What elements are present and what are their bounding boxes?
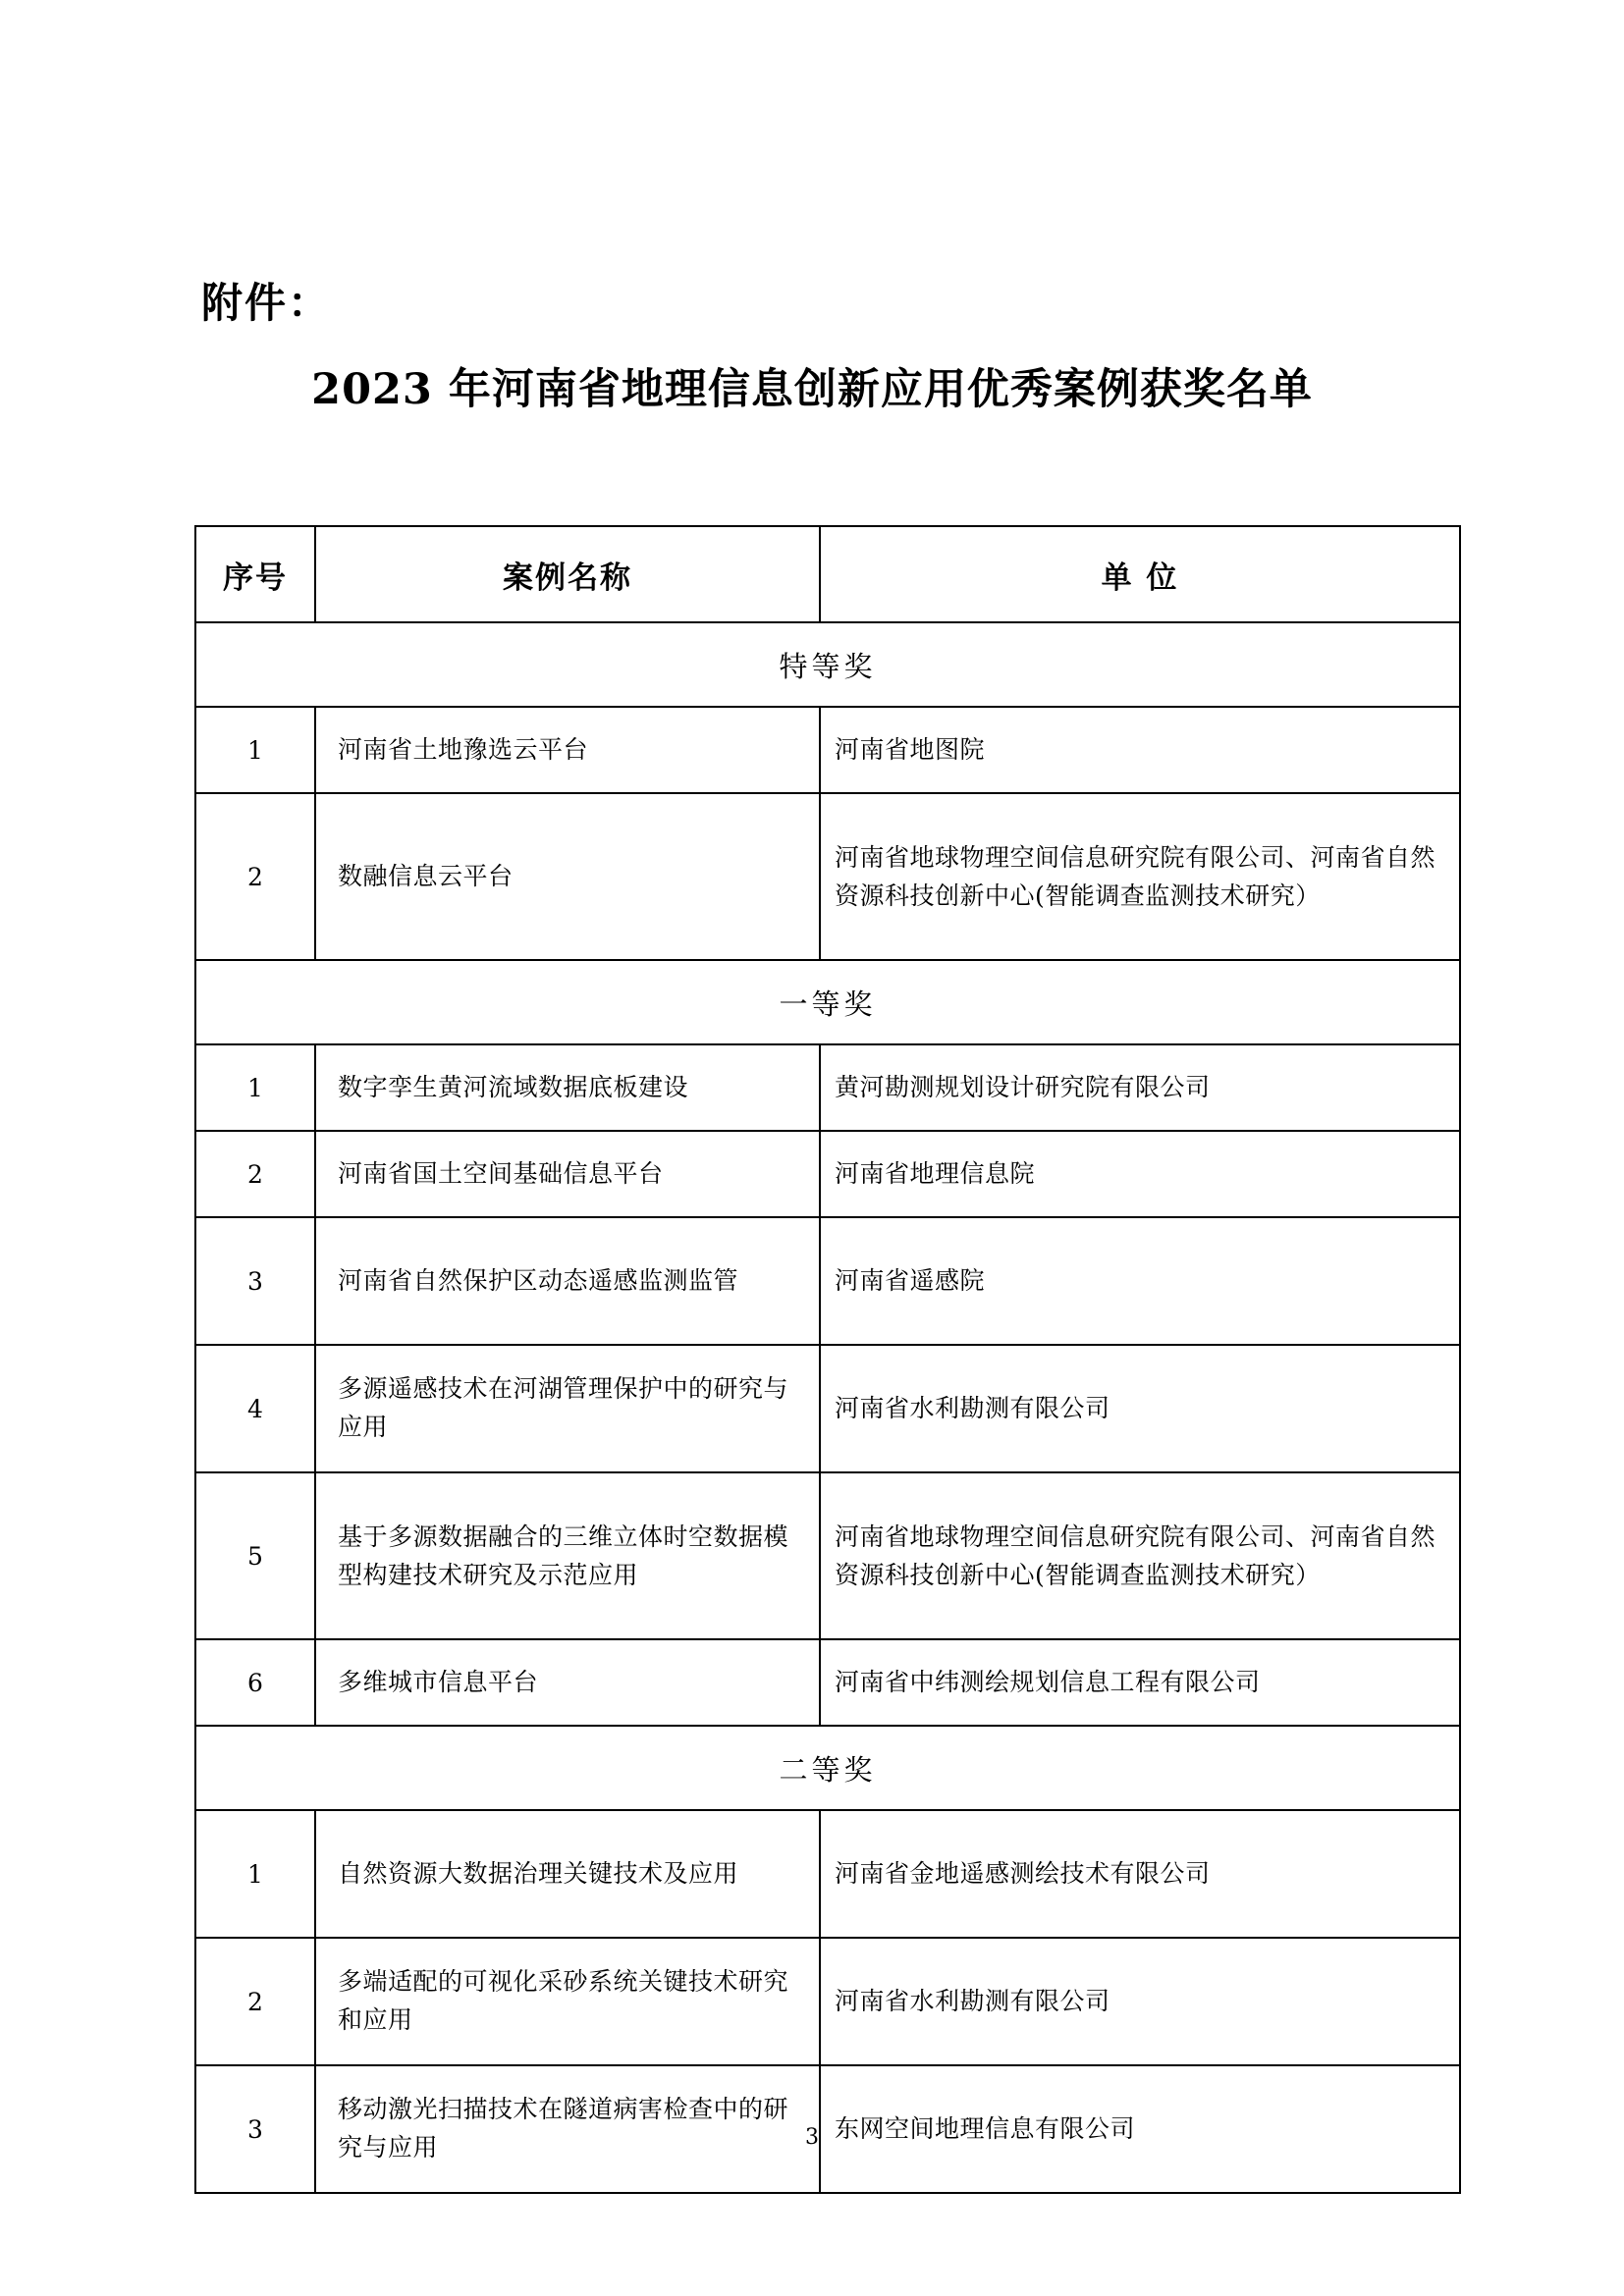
column-header-no: 序号 [195,526,315,622]
table-row [195,1938,1460,2065]
attachment-label: 附件： [201,279,332,327]
cell-unit: 河南省遥感院 [820,1217,1460,1345]
table-row [195,1472,1460,1639]
table-row [195,1044,1460,1131]
cell-no: 3 [195,1217,315,1345]
column-header-case-name: 案例名称 [315,526,820,622]
section-band-row [195,622,1460,707]
cell-unit: 河南省地球物理空间信息研究院有限公司、河南省自然资源科技创新中心(智能调查监测技术研究） [820,793,1460,960]
cell-case-name: 多端适配的可视化采砂系统关键技术研究和应用 [315,1938,820,2065]
cell-case-name: 数字孪生黄河流域数据底板建设 [315,1044,820,1131]
cell-unit: 河南省金地遥感测绘技术有限公司 [820,1810,1460,1938]
section-band-label: 二等奖 [195,1726,1460,1810]
cell-no: 2 [195,793,315,960]
cell-no: 1 [195,1810,315,1938]
cell-unit: 河南省水利勘测有限公司 [820,1345,1460,1472]
cell-unit: 河南省中纬测绘规划信息工程有限公司 [820,1639,1460,1726]
column-header-unit: 单 位 [820,526,1460,622]
page-number: 3 [805,2125,819,2150]
award-list-table [194,525,1461,2194]
cell-no: 2 [195,1131,315,1217]
cell-case-name: 多维城市信息平台 [315,1639,820,1726]
section-band-label: 特等奖 [195,622,1460,707]
table-row [195,1217,1460,1345]
page-title: 2023 年河南省地理信息创新应用优秀案例获奖名单 [311,365,1313,414]
table-row [195,707,1460,793]
section-band-label: 一等奖 [195,960,1460,1044]
table-header-row [195,526,1460,622]
cell-case-name: 河南省国土空间基础信息平台 [315,1131,820,1217]
cell-case-name: 自然资源大数据治理关键技术及应用 [315,1810,820,1938]
cell-case-name: 数融信息云平台 [315,793,820,960]
cell-no: 5 [195,1472,315,1639]
cell-unit: 东网空间地理信息有限公司 [820,2065,1460,2193]
table-row [195,1810,1460,1938]
cell-unit: 河南省水利勘测有限公司 [820,1938,1460,2065]
cell-unit: 河南省地理信息院 [820,1131,1460,1217]
cell-no: 3 [195,2065,315,2193]
cell-no: 2 [195,1938,315,2065]
cell-no: 4 [195,1345,315,1472]
cell-unit: 河南省地球物理空间信息研究院有限公司、河南省自然资源科技创新中心(智能调查监测技术研究） [820,1472,1460,1639]
cell-case-name: 基于多源数据融合的三维立体时空数据模型构建技术研究及示范应用 [315,1472,820,1639]
cell-case-name: 多源遥感技术在河湖管理保护中的研究与应用 [315,1345,820,1472]
cell-no: 6 [195,1639,315,1726]
section-band-row [195,1726,1460,1810]
cell-unit: 河南省地图院 [820,707,1460,793]
cell-no: 1 [195,1044,315,1131]
cell-case-name: 河南省自然保护区动态遥感监测监管 [315,1217,820,1345]
cell-unit: 黄河勘测规划设计研究院有限公司 [820,1044,1460,1131]
table-row [195,793,1460,960]
section-band-row [195,960,1460,1044]
cell-no: 1 [195,707,315,793]
table-row [195,1639,1460,1726]
cell-case-name: 河南省土地豫选云平台 [315,707,820,793]
cell-case-name: 移动激光扫描技术在隧道病害检查中的研究与应用 [315,2065,820,2193]
table-row [195,1131,1460,1217]
table-row [195,1345,1460,1472]
